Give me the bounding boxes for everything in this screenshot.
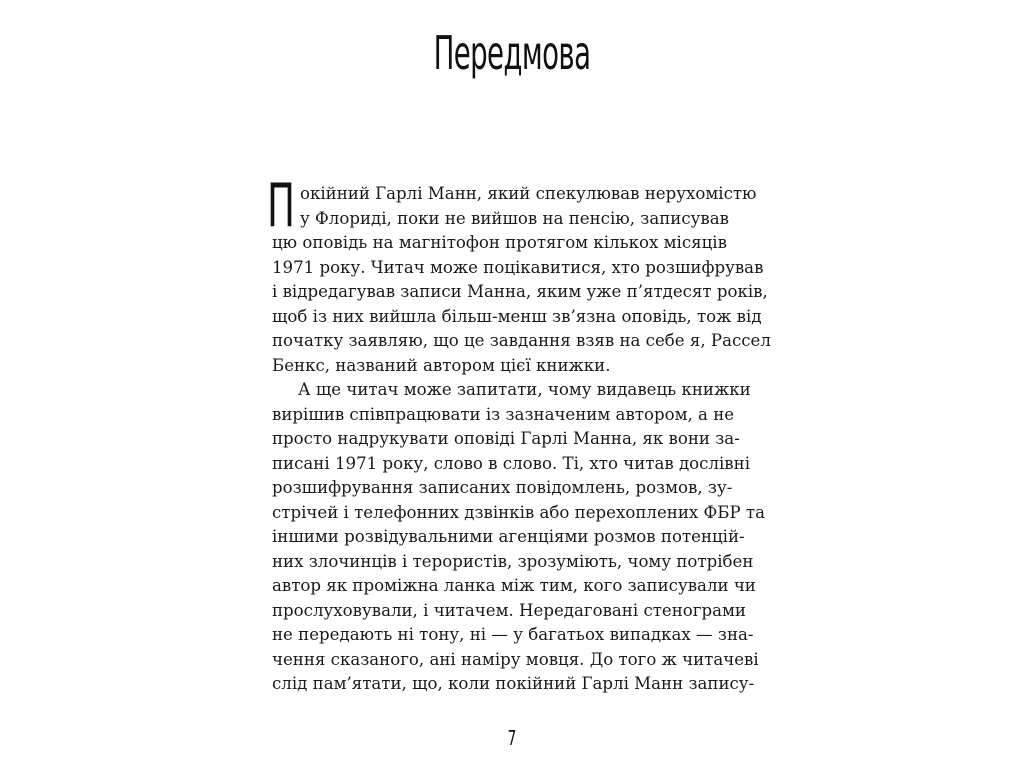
text-line: початку заявляю, що це завдання взяв на себе я, Рассел (272, 331, 771, 350)
page-title: Передмова (433, 26, 591, 80)
text-line: прослуховували, і читачем. Нередаговані стенограми (272, 600, 746, 620)
text-line: у Флориді, поки не вийшов на пенсію, записував (300, 208, 729, 228)
drop-cap: П (267, 171, 295, 241)
text-line: цю оповідь на магнітофон протягом кількох місяців (272, 233, 727, 252)
text-line: Бенкс, названий автором цієї книжки. (272, 355, 611, 375)
text-line: чення сказаного, ані наміру мовця. До того ж читачеві (272, 649, 759, 669)
text-line: вирішив співпрацювати із зазначеним автором, а не (272, 404, 735, 424)
text-line: них злочинців і терористів, зрозуміють, чому потрібен (272, 551, 754, 571)
text-line: просто надрукувати оповіді Гарлі Манна, як вони за- (272, 429, 740, 448)
text-line: щоб із них вийшла більш-менш зв’язна оповідь, тож від (272, 306, 762, 326)
text-line: не передають ні тону, ні — у багатьох випадках — зна- (272, 625, 754, 644)
text-line: автор як проміжна ланка між тим, кого записували чи (272, 576, 756, 595)
page-number: 7 (507, 726, 517, 750)
text-line: 1971 року. Читач може поцікавитися, хто розшифрував (272, 257, 764, 277)
text-line: А ще читач може запитати, чому видавець книжки (298, 380, 751, 399)
text-line: і відредагував записи Манна, яким уже п’ятдесят років, (272, 282, 768, 301)
text-line: писані 1971 року, слово в слово. Ті, хто читав дослівні (272, 453, 751, 473)
text-line: розшифрування записаних повідомлень, розмов, зу- (272, 478, 733, 497)
text-line: окійний Гарлі Манн, який спекулював нерухомістю (300, 184, 757, 203)
text-line: стрічей і телефонних дзвінків або перехоплених ФБР та (272, 502, 766, 522)
text-line: слід пам’ятати, що, коли покійний Гарлі Манн запису- (272, 674, 755, 693)
body-text (267, 171, 771, 697)
text-line: іншими розвідувальними агенціями розмов потенцій- (272, 527, 745, 546)
